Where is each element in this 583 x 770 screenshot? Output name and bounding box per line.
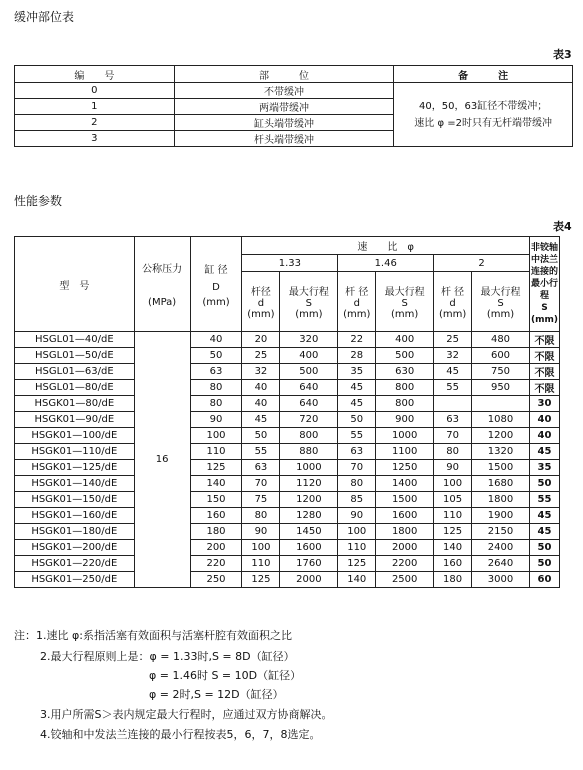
- stroke-cell: 1120: [280, 476, 338, 492]
- rod-label: 杆 径: [440, 287, 465, 298]
- stroke-cell: 1000: [280, 460, 338, 476]
- rod-cell: 85: [338, 492, 376, 508]
- ratio-1-33: 1.33: [242, 255, 338, 272]
- position-cell: 两端带缓冲: [174, 99, 394, 115]
- bore-cell: 80: [190, 380, 242, 396]
- stroke-cell: 1080: [472, 412, 530, 428]
- ratio-1-46: 1.46: [338, 255, 434, 272]
- stroke-cell: 720: [280, 412, 338, 428]
- min-stroke-cell: 50: [529, 540, 559, 556]
- min-stroke-cell: 45: [529, 444, 559, 460]
- rod-cell: 70: [434, 428, 472, 444]
- model-cell: HSGL01—50/dE: [15, 348, 135, 364]
- rod-cell: 25: [242, 348, 280, 364]
- header-min-line-7: (mm): [530, 315, 558, 325]
- header-remark: 备 注: [394, 66, 573, 83]
- header-min-line-5: 程: [539, 291, 549, 301]
- section-title-buffer: 缓冲部位表: [14, 10, 75, 24]
- performance-table: [14, 236, 560, 588]
- stroke-unit: (mm): [391, 309, 419, 320]
- note-1: 注：1.速比 φ:系指活塞有效面积与活塞杆腔有效面积之比: [14, 629, 292, 642]
- model-cell: HSGL01—63/dE: [15, 364, 135, 380]
- rod-cell: 40: [242, 396, 280, 412]
- rod-unit: (mm): [343, 309, 371, 320]
- table-row: [15, 460, 560, 476]
- stroke-cell: 1600: [376, 508, 434, 524]
- rod-cell: 80: [434, 444, 472, 460]
- rod-cell: 110: [434, 508, 472, 524]
- rod-cell: 70: [242, 476, 280, 492]
- rod-label: 杆 径: [345, 287, 369, 298]
- rod-cell: 100: [338, 524, 376, 540]
- header-pressure-label: 公称压力: [142, 264, 183, 275]
- code-cell: 0: [15, 83, 175, 99]
- position-cell: 缸头端带缓冲: [174, 115, 394, 131]
- remark-cell: [394, 83, 573, 147]
- rod-cell: 63: [434, 412, 472, 428]
- stroke-cell: 480: [472, 332, 530, 348]
- performance-table-body: [15, 332, 560, 588]
- note-3: 3.用户所需S＞表内规定最大行程时，应通过双方协商解决。: [40, 708, 333, 721]
- rod-cell: 45: [434, 364, 472, 380]
- header-pressure-unit: (MPa): [148, 297, 177, 308]
- buffer-position-table: [14, 65, 573, 147]
- table-row: [15, 572, 560, 588]
- min-stroke-cell: 50: [529, 556, 559, 572]
- model-cell: HSGK01—200/dE: [15, 540, 135, 556]
- header-min-line-6: S: [541, 303, 548, 313]
- model-cell: HSGK01—160/dE: [15, 508, 135, 524]
- table-row: [15, 444, 560, 460]
- header-bore-label: 缸 径: [204, 264, 228, 276]
- min-stroke-cell: 50: [529, 476, 559, 492]
- min-stroke-cell: 不限: [529, 380, 559, 396]
- stroke-cell: 880: [280, 444, 338, 460]
- header-bore-symbol: D: [212, 281, 220, 293]
- bore-cell: 220: [190, 556, 242, 572]
- rod-sym: d: [353, 298, 360, 309]
- rod-sym: d: [449, 298, 456, 309]
- rod-cell: 63: [242, 460, 280, 476]
- min-stroke-cell: 30: [529, 396, 559, 412]
- table-row: [15, 556, 560, 572]
- stroke-cell: 1000: [376, 428, 434, 444]
- rod-cell: 55: [242, 444, 280, 460]
- remark-line-2: 速比 φ =2时只有无杆端带缓冲: [414, 117, 552, 129]
- stroke-cell: 1500: [472, 460, 530, 476]
- stroke-cell: 1900: [472, 508, 530, 524]
- header-position: 部 位: [174, 66, 394, 83]
- note-2c: φ = 2时,S = 12D（缸径）: [149, 688, 284, 701]
- table3-label: 表3: [553, 48, 572, 61]
- rod-cell: 90: [434, 460, 472, 476]
- rod-cell: 45: [338, 380, 376, 396]
- stroke-label: 最大行程: [288, 287, 329, 298]
- rod-cell: 22: [338, 332, 376, 348]
- min-stroke-cell: 35: [529, 460, 559, 476]
- bore-cell: 90: [190, 412, 242, 428]
- model-cell: HSGK01—80/dE: [15, 396, 135, 412]
- stroke-cell: 750: [472, 364, 530, 380]
- stroke-cell: 1800: [376, 524, 434, 540]
- code-cell: 1: [15, 99, 175, 115]
- stroke-label: 最大行程: [384, 287, 425, 298]
- header-model: 型 号: [15, 237, 135, 332]
- stroke-cell: 2400: [472, 540, 530, 556]
- pressure-cell: 16: [134, 332, 190, 588]
- stroke-cell: 2000: [376, 540, 434, 556]
- rod-cell: 28: [338, 348, 376, 364]
- rod-cell: 125: [338, 556, 376, 572]
- min-stroke-cell: 45: [529, 508, 559, 524]
- header-stroke-1: [280, 272, 338, 332]
- min-stroke-cell: 不限: [529, 348, 559, 364]
- min-stroke-cell: 60: [529, 572, 559, 588]
- rod-cell: 100: [242, 540, 280, 556]
- code-cell: 2: [15, 115, 175, 131]
- rod-cell: 50: [242, 428, 280, 444]
- header-rod-3: [434, 272, 472, 332]
- header-pressure: [134, 237, 190, 332]
- header-rod-1: [242, 272, 280, 332]
- stroke-cell: [472, 396, 530, 412]
- rod-cell: 105: [434, 492, 472, 508]
- rod-cell: 125: [434, 524, 472, 540]
- stroke-cell: 1200: [280, 492, 338, 508]
- model-cell: HSGK01—150/dE: [15, 492, 135, 508]
- bore-cell: 100: [190, 428, 242, 444]
- header-code: 编 号: [15, 66, 175, 83]
- position-cell: 杆头端带缓冲: [174, 131, 394, 147]
- rod-cell: 100: [434, 476, 472, 492]
- stroke-sym: S: [305, 298, 313, 309]
- stroke-cell: 1280: [280, 508, 338, 524]
- note-4: 4.铰轴和中发法兰连接的最小行程按表5，6，7，8选定。: [40, 728, 321, 741]
- rod-cell: 35: [338, 364, 376, 380]
- stroke-cell: 500: [280, 364, 338, 380]
- rod-cell: 125: [242, 572, 280, 588]
- stroke-cell: 1600: [280, 540, 338, 556]
- model-cell: HSGK01—140/dE: [15, 476, 135, 492]
- model-cell: HSGK01—220/dE: [15, 556, 135, 572]
- code-cell: 3: [15, 131, 175, 147]
- model-cell: HSGK01—125/dE: [15, 460, 135, 476]
- rod-cell: 110: [242, 556, 280, 572]
- min-stroke-cell: 55: [529, 492, 559, 508]
- bore-cell: 40: [190, 332, 242, 348]
- rod-cell: 63: [338, 444, 376, 460]
- rod-cell: 80: [338, 476, 376, 492]
- table-row: [15, 332, 560, 348]
- stroke-cell: 640: [280, 396, 338, 412]
- min-stroke-cell: 不限: [529, 332, 559, 348]
- bore-cell: 160: [190, 508, 242, 524]
- bore-cell: 180: [190, 524, 242, 540]
- rod-label: 杆径: [250, 287, 271, 298]
- rod-cell: 160: [434, 556, 472, 572]
- table-row: [15, 540, 560, 556]
- bore-cell: 200: [190, 540, 242, 556]
- rod-cell: 55: [338, 428, 376, 444]
- bore-cell: 140: [190, 476, 242, 492]
- rod-cell: 75: [242, 492, 280, 508]
- header-bore-unit: (mm): [202, 296, 230, 308]
- bore-cell: 150: [190, 492, 242, 508]
- bore-cell: 250: [190, 572, 242, 588]
- position-cell: 不带缓冲: [174, 83, 394, 99]
- stroke-unit: (mm): [295, 309, 323, 320]
- rod-cell: 20: [242, 332, 280, 348]
- rod-cell: 50: [338, 412, 376, 428]
- header-min-line-1: 非铰轴: [530, 243, 558, 253]
- table-row: [15, 364, 560, 380]
- rod-cell: 180: [434, 572, 472, 588]
- table-row: [15, 508, 560, 524]
- model-cell: HSGK01—100/dE: [15, 428, 135, 444]
- stroke-cell: 600: [472, 348, 530, 364]
- header-min-line-4: 最小行: [530, 279, 558, 289]
- stroke-cell: 800: [280, 428, 338, 444]
- stroke-sym: S: [401, 298, 408, 309]
- rod-cell: 80: [242, 508, 280, 524]
- table-row: [15, 380, 560, 396]
- rod-cell: 45: [242, 412, 280, 428]
- stroke-cell: 1500: [376, 492, 434, 508]
- stroke-cell: 1800: [472, 492, 530, 508]
- stroke-cell: 1680: [472, 476, 530, 492]
- stroke-cell: 2150: [472, 524, 530, 540]
- rod-cell: 110: [338, 540, 376, 556]
- table-row: [15, 476, 560, 492]
- rod-cell: 140: [434, 540, 472, 556]
- min-stroke-cell: 40: [529, 412, 559, 428]
- stroke-cell: 900: [376, 412, 434, 428]
- min-stroke-cell: 45: [529, 524, 559, 540]
- rod-cell: 70: [338, 460, 376, 476]
- ratio-2: 2: [434, 255, 530, 272]
- stroke-cell: 1250: [376, 460, 434, 476]
- stroke-cell: 2640: [472, 556, 530, 572]
- rod-cell: 32: [242, 364, 280, 380]
- header-stroke-2: [376, 272, 434, 332]
- stroke-cell: 1200: [472, 428, 530, 444]
- rod-cell: [434, 396, 472, 412]
- model-cell: HSGK01—250/dE: [15, 572, 135, 588]
- section-title-performance: 性能参数: [14, 194, 63, 208]
- rod-cell: 45: [338, 396, 376, 412]
- stroke-cell: 2500: [376, 572, 434, 588]
- rod-unit: (mm): [247, 309, 275, 320]
- stroke-cell: 1400: [376, 476, 434, 492]
- bore-cell: 110: [190, 444, 242, 460]
- stroke-unit: (mm): [486, 309, 515, 320]
- model-cell: HSGK01—180/dE: [15, 524, 135, 540]
- table-row: [15, 412, 560, 428]
- stroke-cell: 640: [280, 380, 338, 396]
- table-row: [15, 492, 560, 508]
- header-bore: [190, 237, 242, 332]
- header-min-stroke: [529, 237, 559, 332]
- stroke-cell: 800: [376, 396, 434, 412]
- stroke-cell: 630: [376, 364, 434, 380]
- rod-cell: 55: [434, 380, 472, 396]
- header-min-line-3: 连接的: [530, 267, 558, 277]
- stroke-cell: 320: [280, 332, 338, 348]
- stroke-cell: 1100: [376, 444, 434, 460]
- rod-cell: 90: [242, 524, 280, 540]
- bore-cell: 125: [190, 460, 242, 476]
- model-cell: HSGL01—40/dE: [15, 332, 135, 348]
- rod-cell: 140: [338, 572, 376, 588]
- header-stroke-3: [472, 272, 530, 332]
- min-stroke-cell: 40: [529, 428, 559, 444]
- stroke-cell: 800: [376, 380, 434, 396]
- stroke-cell: 500: [376, 348, 434, 364]
- header-rod-2: [338, 272, 376, 332]
- rod-sym: d: [257, 298, 265, 309]
- table-row: [15, 348, 560, 364]
- model-cell: HSGL01—80/dE: [15, 380, 135, 396]
- stroke-cell: 3000: [472, 572, 530, 588]
- bore-cell: 50: [190, 348, 242, 364]
- rod-unit: (mm): [438, 309, 467, 320]
- remark-line-1: 40，50，63缸径不带缓冲；: [419, 100, 548, 112]
- stroke-cell: 400: [280, 348, 338, 364]
- table4-label: 表4: [553, 220, 572, 233]
- note-2b: φ = 1.46时 S = 10D（缸径）: [149, 669, 302, 682]
- stroke-cell: 1760: [280, 556, 338, 572]
- header-speed-ratio: 速 比 φ: [242, 237, 529, 255]
- model-cell: HSGK01—110/dE: [15, 444, 135, 460]
- note-2: 2.最大行程原则上是：φ = 1.33时,S = 8D（缸径）: [40, 650, 295, 663]
- table-row: [15, 428, 560, 444]
- rod-cell: 25: [434, 332, 472, 348]
- stroke-cell: 2000: [280, 572, 338, 588]
- stroke-cell: 1450: [280, 524, 338, 540]
- stroke-cell: 1320: [472, 444, 530, 460]
- bore-cell: 63: [190, 364, 242, 380]
- rod-cell: 40: [242, 380, 280, 396]
- model-cell: HSGK01—90/dE: [15, 412, 135, 428]
- stroke-cell: 2200: [376, 556, 434, 572]
- stroke-sym: S: [497, 298, 504, 309]
- bore-cell: 80: [190, 396, 242, 412]
- stroke-label: 最大行程: [480, 287, 521, 298]
- min-stroke-cell: 不限: [529, 364, 559, 380]
- rod-cell: 90: [338, 508, 376, 524]
- table-row: [15, 524, 560, 540]
- table-row: [15, 396, 560, 412]
- stroke-cell: 400: [376, 332, 434, 348]
- stroke-cell: 950: [472, 380, 530, 396]
- rod-cell: 32: [434, 348, 472, 364]
- header-min-line-2: 中法兰: [530, 255, 558, 265]
